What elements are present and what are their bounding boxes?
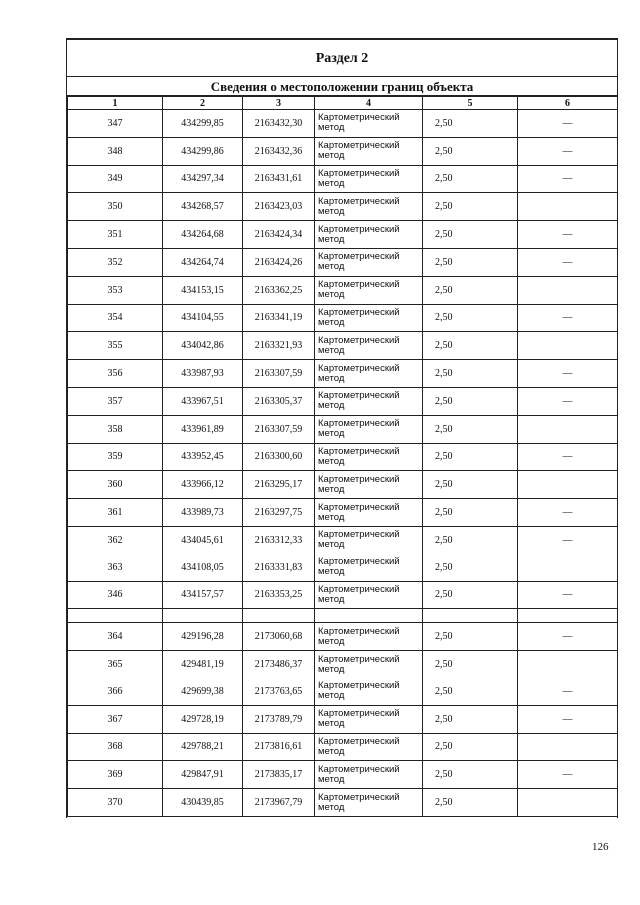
cell-note	[518, 332, 618, 360]
cell-note	[518, 471, 618, 499]
cell-x: 434297,34	[163, 165, 243, 193]
cell-acc: 2,50	[423, 360, 518, 388]
cell-acc: 2,50	[423, 248, 518, 276]
dash-mark: —	[562, 769, 573, 781]
cell-note	[518, 499, 618, 527]
cell-n: 362	[68, 526, 163, 553]
cell-x: 434157,57	[163, 581, 243, 609]
table-row	[68, 789, 618, 817]
table-row	[68, 248, 618, 276]
cell-method: Картометрический метод	[315, 165, 423, 193]
cell-x: 429699,38	[163, 678, 243, 705]
cell-acc: 2,50	[423, 276, 518, 304]
cell-y: 2173060,68	[243, 623, 315, 651]
cell-y: 2163297,75	[243, 499, 315, 527]
dash-mark: —	[562, 507, 573, 519]
cell-n: 346	[68, 581, 163, 609]
cell-acc: 2,50	[423, 387, 518, 415]
dash-mark: —	[562, 229, 573, 241]
cell-method: Картометрический метод	[315, 678, 423, 705]
cell-acc: 2,50	[423, 443, 518, 471]
cell-y: 2163424,26	[243, 248, 315, 276]
cell-method: Картометрический метод	[315, 332, 423, 360]
cell-y: 2163424,34	[243, 221, 315, 249]
cell-note	[518, 387, 618, 415]
cell-y: 2163307,59	[243, 415, 315, 443]
column-header: 6	[518, 97, 618, 110]
dash-mark: —	[562, 173, 573, 185]
cell-method: Картометрический метод	[315, 499, 423, 527]
dash-mark: —	[562, 589, 573, 601]
cell-n: 358	[68, 415, 163, 443]
cell-acc: 2,50	[423, 678, 518, 705]
table-row	[68, 554, 618, 581]
cell-note	[518, 623, 618, 651]
cell-method: Картометрический метод	[315, 193, 423, 221]
section-separator-row	[68, 609, 618, 623]
cell-note	[518, 110, 618, 138]
cell-y: 2163331,83	[243, 554, 315, 581]
cell-acc: 2,50	[423, 581, 518, 609]
cell-y: 2163341,19	[243, 304, 315, 332]
cell-x: 430439,85	[163, 789, 243, 817]
cell-n: 351	[68, 221, 163, 249]
cell-note	[518, 581, 618, 609]
cell-method: Картометрический метод	[315, 761, 423, 789]
cell-acc: 2,50	[423, 499, 518, 527]
dash-mark: —	[562, 451, 573, 463]
cell-acc: 2,50	[423, 415, 518, 443]
cell-note	[518, 276, 618, 304]
table-row	[68, 110, 618, 138]
cell-n: 370	[68, 789, 163, 817]
cell-n: 366	[68, 678, 163, 705]
cell-y: 2173967,79	[243, 789, 315, 817]
cell-note	[518, 526, 618, 553]
column-header: 5	[423, 97, 518, 110]
table-row	[68, 332, 618, 360]
table-row	[68, 415, 618, 443]
cell-method: Картометрический метод	[315, 443, 423, 471]
table-row	[68, 276, 618, 304]
cell-x: 434042,86	[163, 332, 243, 360]
cell-x: 434268,57	[163, 193, 243, 221]
table-row	[68, 221, 618, 249]
cell-note	[518, 678, 618, 705]
cell-n: 356	[68, 360, 163, 388]
cell-note	[518, 651, 618, 678]
cell-x: 434299,86	[163, 137, 243, 165]
table-row	[68, 761, 618, 789]
cell-method: Картометрический метод	[315, 789, 423, 817]
cell-n: 347	[68, 110, 163, 138]
dash-mark: —	[562, 117, 573, 129]
cell-acc: 2,50	[423, 623, 518, 651]
cell-method: Картометрический метод	[315, 276, 423, 304]
cell-method: Картометрический метод	[315, 110, 423, 138]
cell-n: 367	[68, 705, 163, 733]
cell-method: Картометрический метод	[315, 651, 423, 678]
column-header: 2	[163, 97, 243, 110]
cell-x: 434108,05	[163, 554, 243, 581]
cell-n: 353	[68, 276, 163, 304]
cell-y: 2163295,17	[243, 471, 315, 499]
cell-note	[518, 193, 618, 221]
column-header: 3	[243, 97, 315, 110]
cell-y: 2173763,65	[243, 678, 315, 705]
cell-note	[518, 443, 618, 471]
cell-y: 2163321,93	[243, 332, 315, 360]
table-row	[68, 360, 618, 388]
cell-note	[518, 554, 618, 581]
cell-acc: 2,50	[423, 471, 518, 499]
cell-x: 433987,93	[163, 360, 243, 388]
cell-x: 429481,19	[163, 651, 243, 678]
cell-n: 364	[68, 623, 163, 651]
cell-x: 433967,51	[163, 387, 243, 415]
cell-n: 357	[68, 387, 163, 415]
cell-method: Картометрический метод	[315, 471, 423, 499]
header-row	[68, 97, 618, 110]
cell-y: 2163305,37	[243, 387, 315, 415]
document-frame	[66, 38, 618, 818]
cell-method: Картометрический метод	[315, 248, 423, 276]
cell-note	[518, 304, 618, 332]
table-row	[68, 581, 618, 609]
cell-acc: 2,50	[423, 137, 518, 165]
coordinates-table	[67, 97, 618, 817]
cell-method: Картометрический метод	[315, 221, 423, 249]
cell-acc: 2,50	[423, 332, 518, 360]
cell-method: Картометрический метод	[315, 526, 423, 553]
cell-x: 434264,74	[163, 248, 243, 276]
cell-n: 354	[68, 304, 163, 332]
dash-mark: —	[562, 395, 573, 407]
cell-x: 433989,73	[163, 499, 243, 527]
cell-x: 434104,55	[163, 304, 243, 332]
cell-method: Картометрический метод	[315, 360, 423, 388]
table-row	[68, 443, 618, 471]
cell-y: 2173789,79	[243, 705, 315, 733]
table-row	[68, 193, 618, 221]
cell-n: 361	[68, 499, 163, 527]
cell-acc: 2,50	[423, 221, 518, 249]
cell-method: Картометрический метод	[315, 387, 423, 415]
cell-note	[518, 789, 618, 817]
cell-acc: 2,50	[423, 554, 518, 581]
cell-n: 363	[68, 554, 163, 581]
cell-x: 434045,61	[163, 526, 243, 553]
table-row	[68, 304, 618, 332]
dash-mark: —	[562, 312, 573, 324]
table-row	[68, 623, 618, 651]
dash-mark: —	[562, 713, 573, 725]
cell-acc: 2,50	[423, 761, 518, 789]
cell-acc: 2,50	[423, 304, 518, 332]
cell-n: 359	[68, 443, 163, 471]
cell-n: 348	[68, 137, 163, 165]
cell-n: 360	[68, 471, 163, 499]
cell-method: Картометрический метод	[315, 304, 423, 332]
cell-y: 2163432,36	[243, 137, 315, 165]
empty-cell	[315, 609, 423, 623]
cell-y: 2163300,60	[243, 443, 315, 471]
empty-cell	[518, 609, 618, 623]
cell-x: 429788,21	[163, 733, 243, 761]
cell-note	[518, 137, 618, 165]
cell-y: 2173835,17	[243, 761, 315, 789]
empty-cell	[423, 609, 518, 623]
cell-x: 434264,68	[163, 221, 243, 249]
cell-x: 433966,12	[163, 471, 243, 499]
cell-y: 2163423,03	[243, 193, 315, 221]
section-title: Раздел 2	[67, 42, 617, 77]
cell-method: Картометрический метод	[315, 705, 423, 733]
cell-n: 368	[68, 733, 163, 761]
cell-note	[518, 415, 618, 443]
cell-method: Картометрический метод	[315, 554, 423, 581]
cell-acc: 2,50	[423, 110, 518, 138]
cell-n: 369	[68, 761, 163, 789]
column-header: 4	[315, 97, 423, 110]
cell-method: Картометрический метод	[315, 137, 423, 165]
cell-x: 434299,85	[163, 110, 243, 138]
cell-n: 365	[68, 651, 163, 678]
cell-note	[518, 733, 618, 761]
empty-cell	[243, 609, 315, 623]
cell-note	[518, 705, 618, 733]
cell-note	[518, 761, 618, 789]
cell-y: 2163432,30	[243, 110, 315, 138]
empty-cell	[68, 609, 163, 623]
table-row	[68, 387, 618, 415]
cell-acc: 2,50	[423, 651, 518, 678]
table-row	[68, 733, 618, 761]
cell-acc: 2,50	[423, 193, 518, 221]
cell-y: 2173816,61	[243, 733, 315, 761]
section-subtitle: Сведения о местоположении границ объекта	[67, 76, 617, 97]
cell-x: 433952,45	[163, 443, 243, 471]
cell-n: 352	[68, 248, 163, 276]
cell-method: Картометрический метод	[315, 581, 423, 609]
cell-x: 429196,28	[163, 623, 243, 651]
cell-y: 2163431,61	[243, 165, 315, 193]
cell-n: 355	[68, 332, 163, 360]
cell-acc: 2,50	[423, 165, 518, 193]
table-row	[68, 526, 618, 553]
cell-method: Картометрический метод	[315, 623, 423, 651]
table-row	[68, 678, 618, 705]
dash-mark: —	[562, 256, 573, 268]
cell-y: 2163362,25	[243, 276, 315, 304]
cell-acc: 2,50	[423, 733, 518, 761]
cell-n: 350	[68, 193, 163, 221]
column-header: 1	[68, 97, 163, 110]
cell-y: 2163312,33	[243, 526, 315, 553]
dash-mark: —	[562, 368, 573, 380]
cell-y: 2173486,37	[243, 651, 315, 678]
cell-y: 2163307,59	[243, 360, 315, 388]
table-row	[68, 705, 618, 733]
dash-mark: —	[562, 631, 573, 643]
cell-x: 429728,19	[163, 705, 243, 733]
dash-mark: —	[562, 685, 573, 697]
cell-method: Картометрический метод	[315, 733, 423, 761]
cell-method: Картометрический метод	[315, 415, 423, 443]
cell-note	[518, 360, 618, 388]
table-row	[68, 165, 618, 193]
cell-x: 433961,89	[163, 415, 243, 443]
table-row	[68, 499, 618, 527]
cell-note	[518, 248, 618, 276]
cell-n: 349	[68, 165, 163, 193]
dash-mark: —	[562, 534, 573, 546]
cell-y: 2163353,25	[243, 581, 315, 609]
dash-mark: —	[562, 145, 573, 157]
cell-acc: 2,50	[423, 526, 518, 553]
empty-cell	[163, 609, 243, 623]
page-number: 126	[592, 841, 609, 853]
cell-x: 434153,15	[163, 276, 243, 304]
cell-note	[518, 221, 618, 249]
table-row	[68, 471, 618, 499]
cell-acc: 2,50	[423, 705, 518, 733]
table-row	[68, 137, 618, 165]
cell-note	[518, 165, 618, 193]
cell-x: 429847,91	[163, 761, 243, 789]
cell-acc: 2,50	[423, 789, 518, 817]
table-row	[68, 651, 618, 678]
